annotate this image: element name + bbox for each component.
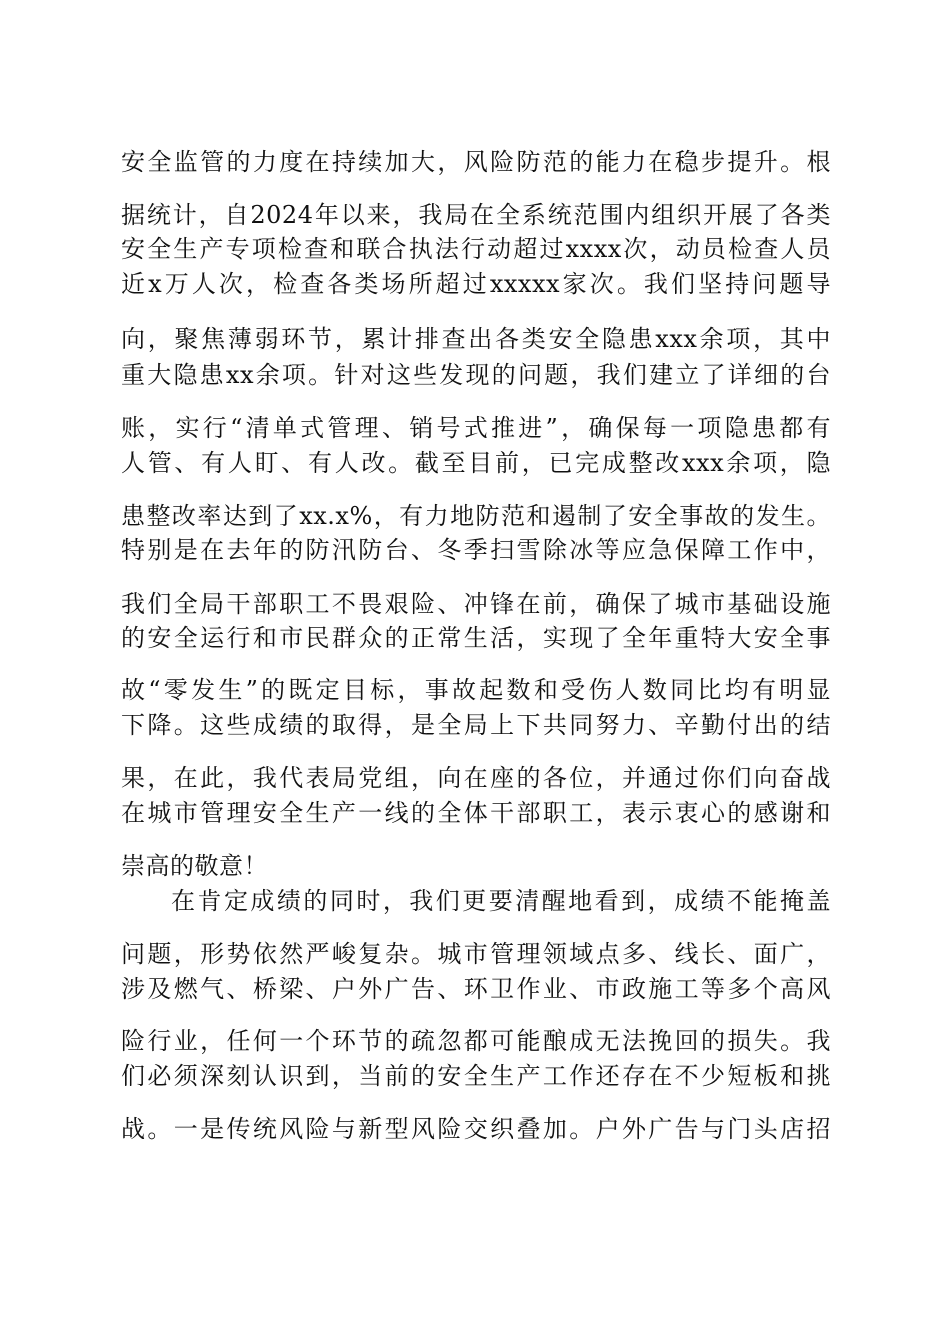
paragraph-1-line: 人管、有人盯、有人改。截至目前，已完成整改xxx余项，隐 bbox=[121, 449, 831, 477]
paragraph-1-line: 安全生产专项检查和联合执法行动超过xxxx次，动员检查人员 bbox=[121, 235, 831, 263]
paragraph-1-line: 账，实行“清单式管理、销号式推进”，确保每一项隐患都有 bbox=[121, 414, 831, 442]
paragraph-2-line: 们必须深刻认识到，当前的安全生产工作还存在不少短板和挑 bbox=[121, 1062, 831, 1090]
paragraph-1-line: 的安全运行和市民群众的正常生活，实现了全年重特大安全事 bbox=[121, 624, 831, 652]
paragraph-1-line: 据统计，自2024年以来，我局在全系统范围内组织开展了各类 bbox=[121, 201, 831, 229]
paragraph-1-line: 故“零发生”的既定目标，事故起数和受伤人数同比均有明显 bbox=[121, 676, 831, 704]
paragraph-1-line: 在城市管理安全生产一线的全体干部职工，表示衷心的感谢和 bbox=[121, 799, 831, 827]
paragraph-1-line: 崇高的敬意！ bbox=[121, 852, 268, 880]
paragraph-1-line: 安全监管的力度在持续加大，风险防范的能力在稳步提升。根 bbox=[121, 148, 831, 176]
paragraph-1-line: 向，聚焦薄弱环节，累计排查出各类安全隐患xxx余项，其中 bbox=[121, 325, 831, 353]
paragraph-2-line: 涉及燃气、桥梁、户外广告、环卫作业、市政施工等多个高风 bbox=[121, 975, 831, 1003]
paragraph-2-line: 在肯定成绩的同时，我们更要清醒地看到，成绩不能掩盖 bbox=[171, 887, 831, 915]
paragraph-1-line: 特别是在去年的防汛防台、冬季扫雪除冰等应急保障工作中， bbox=[121, 536, 831, 564]
paragraph-2-line: 问题，形势依然严峻复杂。城市管理领域点多、线长、面广， bbox=[121, 940, 831, 968]
paragraph-2-line: 险行业，任何一个环节的疏忽都可能酿成无法挽回的损失。我 bbox=[121, 1027, 831, 1055]
paragraph-1-line: 下降。这些成绩的取得，是全局上下共同努力、辛勤付出的结 bbox=[121, 711, 831, 739]
paragraph-1-line: 近x万人次，检查各类场所超过xxxxx家次。我们坚持问题导 bbox=[121, 270, 831, 298]
paragraph-2-line: 战。一是传统风险与新型风险交织叠加。户外广告与门头店招 bbox=[121, 1115, 831, 1143]
paragraph-1-line: 重大隐患xx余项。针对这些发现的问题，我们建立了详细的台 bbox=[121, 361, 831, 389]
paragraph-1-line: 我们全局干部职工不畏艰险、冲锋在前，确保了城市基础设施 bbox=[121, 590, 831, 618]
paragraph-1-line: 患整改率达到了xx.x%，有力地防范和遏制了安全事故的发生。 bbox=[121, 502, 831, 530]
paragraph-1-line: 果，在此，我代表局党组，向在座的各位，并通过你们向奋战 bbox=[121, 764, 831, 792]
